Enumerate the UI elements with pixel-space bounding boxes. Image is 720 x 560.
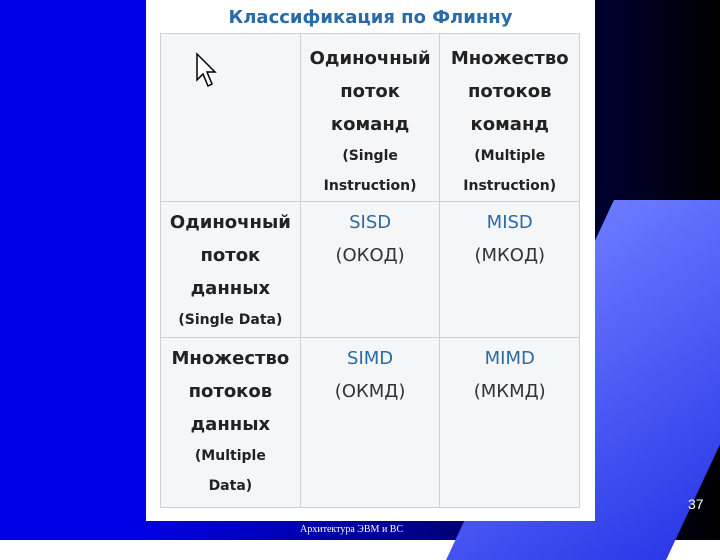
column-header-single-instruction: Одиночный поток команд (Single Instruction) (300, 34, 440, 202)
table-panel (146, 0, 595, 521)
corner-cell (161, 34, 301, 202)
row-header-single-data: Одиночный поток данных (Single Data) (161, 202, 301, 338)
mouse-cursor-icon (195, 52, 219, 90)
cell-mimd: MIMD (МКМД) (440, 338, 580, 508)
page-number: 37 (688, 496, 704, 512)
slide-footer: Архитектура ЭВМ и ВС (300, 524, 404, 535)
table-title: Классификация по Флинну (228, 7, 513, 28)
cell-simd: SIMD (ОКМД) (300, 338, 440, 508)
cell-misd: MISD (МКОД) (440, 202, 580, 338)
cell-sisd: SISD (ОКОД) (300, 202, 440, 338)
flynn-table (160, 33, 580, 508)
row-header-multiple-data: Множество потоков данных (Multiple Data) (161, 338, 301, 508)
column-header-multiple-instruction: Множество потоков команд (Multiple Instruction) (440, 34, 580, 202)
